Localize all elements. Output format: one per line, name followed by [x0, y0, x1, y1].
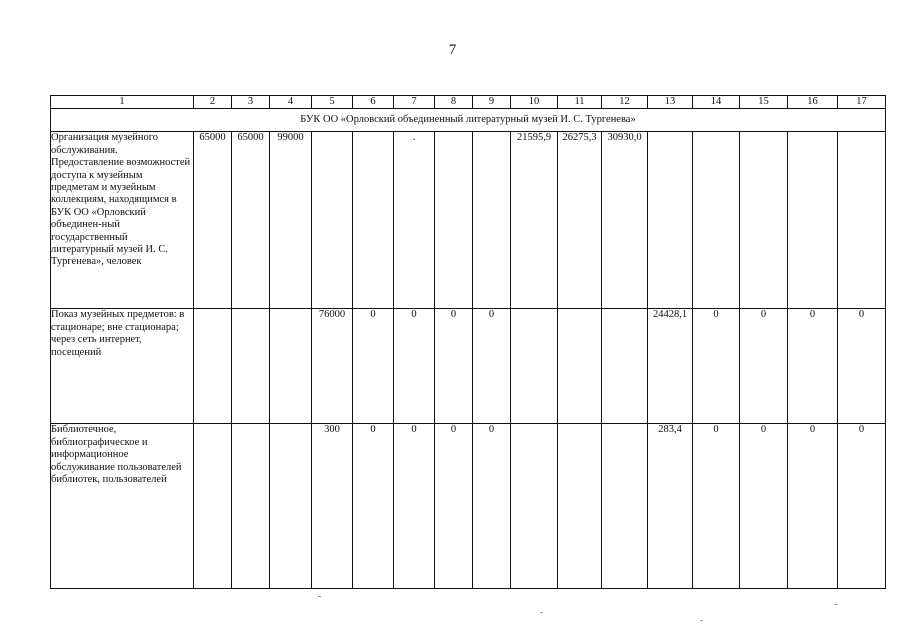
value-cell: [435, 132, 473, 309]
value-cell: [194, 424, 232, 589]
value-cell: [740, 132, 788, 309]
value-cell: 30930,0: [602, 132, 648, 309]
organization-row: [51, 109, 886, 132]
value-cell: 300: [312, 424, 353, 589]
value-cell: 0: [838, 424, 886, 589]
value-cell: [648, 132, 693, 309]
value-cell: [194, 309, 232, 424]
value-cell: 0: [353, 309, 394, 424]
value-cell: [602, 424, 648, 589]
value-cell: 0: [693, 309, 740, 424]
value-cell: [838, 132, 886, 309]
value-cell: 65000: [194, 132, 232, 309]
value-cell: [312, 132, 353, 309]
value-cell: [511, 309, 558, 424]
column-number-cell: 14: [693, 96, 740, 109]
value-cell: [232, 424, 270, 589]
value-cell: 0: [435, 309, 473, 424]
column-number-cell: 8: [435, 96, 473, 109]
column-number-cell: 1: [51, 96, 194, 109]
page-number: 7: [448, 42, 457, 58]
value-cell: [558, 309, 602, 424]
value-cell: 283,4: [648, 424, 693, 589]
column-number-cell: 15: [740, 96, 788, 109]
value-cell: [473, 132, 511, 309]
scan-speck: [540, 612, 543, 613]
value-cell: 0: [740, 424, 788, 589]
value-cell: [232, 309, 270, 424]
organization-name: БУК ОО «Орловский объединенный литературный музей И. С. Тургенева»: [51, 109, 886, 132]
value-cell: 24428,1: [648, 309, 693, 424]
column-number-cell: 9: [473, 96, 511, 109]
row-name-cell: Организация музейного обслуживания. Предоставление возможностей доступа к музейным предметам и музейным коллекциям, находящимся в БУК ОО «Орловский объединен-ный государственный литературный музей И. С. Тургенева», человек: [51, 132, 194, 309]
value-cell: [602, 309, 648, 424]
value-cell: [270, 309, 312, 424]
value-cell: 65000: [232, 132, 270, 309]
value-cell: [270, 424, 312, 589]
scan-speck: [834, 604, 837, 605]
table-row: [51, 309, 886, 424]
value-cell: 0: [838, 309, 886, 424]
value-cell: .: [394, 132, 435, 309]
column-number-cell: 3: [232, 96, 270, 109]
table-row: [51, 132, 886, 309]
value-cell: 26275,3: [558, 132, 602, 309]
value-cell: 0: [394, 424, 435, 589]
column-number-cell: 10: [511, 96, 558, 109]
value-cell: 76000: [312, 309, 353, 424]
column-number-cell: 5: [312, 96, 353, 109]
value-cell: 0: [435, 424, 473, 589]
value-cell: 0: [788, 424, 838, 589]
value-cell: 0: [353, 424, 394, 589]
column-number-cell: 4: [270, 96, 312, 109]
value-cell: 0: [473, 424, 511, 589]
scan-speck: [700, 620, 703, 621]
value-cell: [558, 424, 602, 589]
value-cell: 0: [473, 309, 511, 424]
value-cell: [788, 132, 838, 309]
column-number-cell: 12: [602, 96, 648, 109]
value-cell: [693, 132, 740, 309]
row-name-cell: Показ музейных предметов: в стационаре; вне стационара; через сеть интернет, посещений: [51, 309, 194, 424]
value-cell: 99000: [270, 132, 312, 309]
value-cell: 0: [693, 424, 740, 589]
value-cell: 0: [394, 309, 435, 424]
column-number-cell: 13: [648, 96, 693, 109]
value-cell: [353, 132, 394, 309]
table-row: [51, 424, 886, 589]
budget-table: [50, 95, 886, 589]
column-number-row: [51, 96, 886, 109]
column-number-cell: 2: [194, 96, 232, 109]
column-number-cell: 16: [788, 96, 838, 109]
column-number-cell: 6: [353, 96, 394, 109]
scan-speck: [318, 596, 321, 597]
row-name-cell: Библиотечное, библиографическое и информационное обслуживание пользователей библиотек, пользователей: [51, 424, 194, 589]
value-cell: 0: [788, 309, 838, 424]
value-cell: [511, 424, 558, 589]
value-cell: 21595,9: [511, 132, 558, 309]
column-number-cell: 11: [558, 96, 602, 109]
column-number-cell: 17: [838, 96, 886, 109]
column-number-cell: 7: [394, 96, 435, 109]
value-cell: 0: [740, 309, 788, 424]
